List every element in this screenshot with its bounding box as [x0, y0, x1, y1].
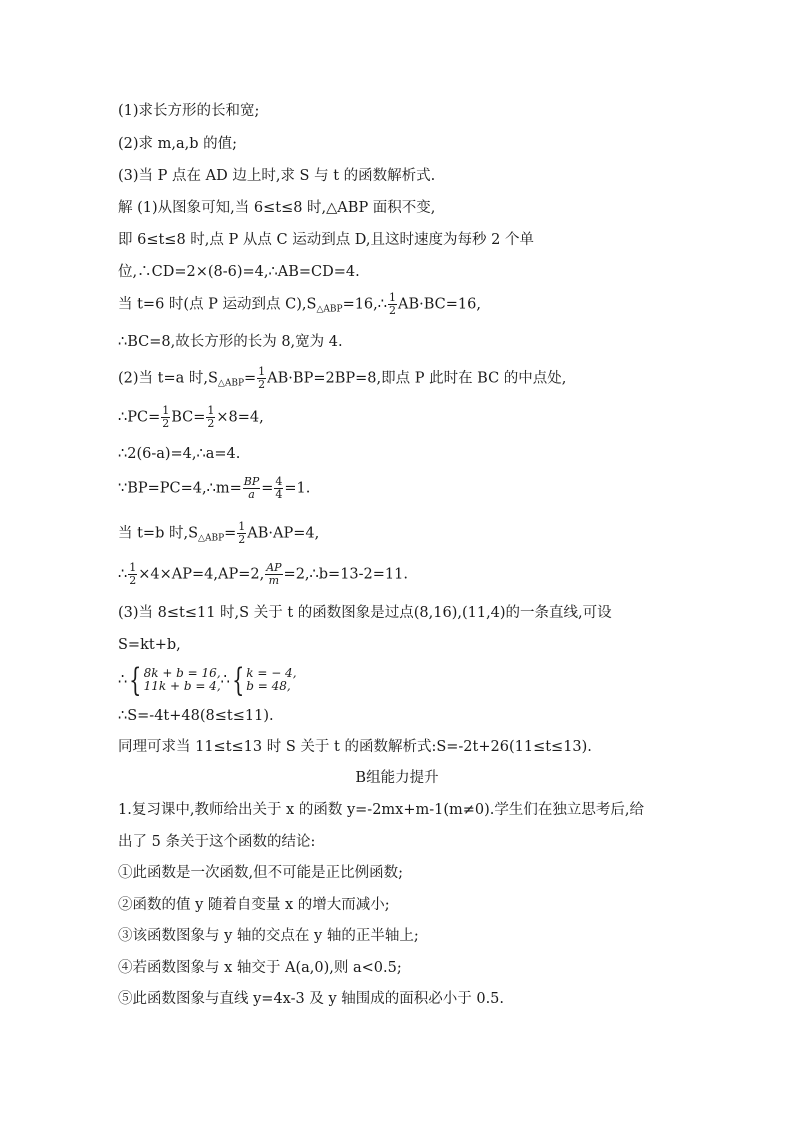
numerator: 4 [275, 475, 283, 488]
text: =1. [284, 480, 311, 497]
equation: k = − 4, [246, 666, 297, 680]
fraction [265, 562, 282, 587]
denominator: 2 [238, 533, 246, 546]
solution-line-14 [118, 661, 297, 699]
denominator: a [248, 488, 255, 501]
question-2: (2)求 m,a,b 的值; [118, 136, 238, 152]
equation-system-right [230, 661, 297, 699]
numerator: 1 [129, 561, 137, 574]
system-lines [144, 667, 221, 693]
question-3: (3)当 P 点在 AD 边上时,求 S 与 t 的函数解析式. [118, 168, 436, 184]
solution-line-2: 即 6≤t≤8 时,点 P 从点 C 运动到点 D,且这时速度为每秒 2 个单 [118, 232, 534, 248]
text: ∴ [118, 566, 128, 583]
conclusion-1: ①此函数是一次函数,但不可能是正比例函数; [118, 865, 403, 881]
equation: 8k + b = 16, [143, 666, 221, 680]
text: ∵BP=PC=4,∴m= [118, 480, 242, 497]
text: =2,∴b=13-2=11. [283, 566, 408, 583]
solution-line-4 [118, 292, 481, 320]
text: ∴ [118, 672, 128, 688]
fraction [206, 405, 215, 430]
problem-1-line-1: 1.复习课中,教师给出关于 x 的函数 y=-2mx+m-1(m≠0).学生们在独立思考后,给 [118, 802, 645, 818]
numerator: AP [266, 561, 282, 574]
solution-line-13: S=kt+b, [118, 637, 181, 653]
text: = [261, 480, 274, 497]
numerator: 1 [258, 365, 266, 378]
problem-1-line-2: 出了 5 条关于这个函数的结论: [118, 834, 316, 850]
section-heading: B组能力提升 [355, 770, 439, 786]
subscript: △ABP [316, 304, 343, 315]
numerator: 1 [207, 404, 215, 417]
fraction [274, 476, 283, 501]
subscript: △ABP [198, 533, 225, 544]
equation-system-left [127, 661, 221, 699]
text: =16,∴ [342, 296, 387, 313]
numerator: 1 [238, 520, 246, 533]
text: AB·BC=16, [398, 296, 481, 313]
equation: b = 48, [246, 679, 291, 693]
equation: 11k + b = 4, [143, 679, 221, 693]
solution-line-9 [118, 476, 310, 501]
denominator: 4 [275, 488, 283, 501]
solution-line-8: ∴2(6-a)=4,∴a=4. [118, 446, 241, 462]
denominator: 2 [389, 304, 396, 317]
solution-line-15: ∴S=-4t+48(8≤t≤11). [118, 708, 274, 724]
solution-line-7 [118, 405, 264, 430]
denominator: 2 [258, 378, 266, 391]
denominator: 2 [162, 417, 170, 430]
solution-line-11 [118, 562, 408, 587]
text: ∴ [220, 672, 230, 688]
text: (2)当 t=a 时,S [118, 370, 218, 387]
conclusion-4: ④若函数图象与 x 轴交于 A(a,0),则 a<0.5; [118, 960, 402, 976]
subscript: △ABP [217, 378, 245, 389]
solution-line-5: ∴BC=8,故长方形的长为 8,宽为 4. [118, 334, 343, 350]
question-1: (1)求长方形的长和宽; [118, 103, 260, 119]
numerator: BP [243, 475, 260, 488]
fraction [388, 292, 397, 317]
fraction [237, 521, 246, 546]
solution-line-10 [118, 521, 319, 549]
numerator: 1 [162, 404, 170, 417]
denominator: 2 [207, 417, 215, 430]
text: = [244, 370, 257, 387]
text: BC= [171, 409, 206, 426]
denominator: m [268, 574, 280, 587]
numerator: 1 [389, 291, 396, 304]
text: = [224, 525, 237, 542]
fraction [128, 562, 137, 587]
fraction [257, 366, 266, 391]
conclusion-2: ②函数的值 y 随着自变量 x 的增大而减小; [118, 897, 390, 913]
text: AB·BP=2BP=8,即点 P 此时在 BC 的中点处, [267, 370, 567, 387]
fraction [161, 405, 170, 430]
solution-line-3: 位,∴CD=2×(8-6)=4,∴AB=CD=4. [118, 264, 360, 280]
text: 当 t=b 时,S [118, 525, 199, 542]
text: ×4×AP=4,AP=2, [138, 566, 265, 583]
denominator: 2 [129, 574, 137, 587]
solution-line-1: 解 (1)从图象可知,当 6≤t≤8 时,△ABP 面积不变, [118, 200, 436, 216]
fraction [243, 476, 261, 501]
conclusion-5: ⑤此函数图象与直线 y=4x-3 及 y 轴围成的面积必小于 0.5. [118, 991, 505, 1007]
text: ×8=4, [216, 409, 264, 426]
solution-line-6 [118, 366, 566, 394]
text: 当 t=6 时(点 P 运动到点 C),S [118, 296, 317, 313]
brace: { [231, 661, 245, 699]
brace: { [129, 661, 142, 699]
text: ∴PC= [118, 409, 161, 426]
system-lines [246, 667, 296, 693]
text: AB·AP=4, [247, 525, 320, 542]
solution-line-16: 同理可求当 11≤t≤13 时 S 关于 t 的函数解析式:S=-2t+26(11≤t≤13). [118, 739, 592, 755]
conclusion-3: ③该函数图象与 y 轴的交点在 y 轴的正半轴上; [118, 928, 419, 944]
solution-line-12: (3)当 8≤t≤11 时,S 关于 t 的函数图象是过点(8,16),(11,4)的一条直线,可设 [118, 605, 612, 621]
